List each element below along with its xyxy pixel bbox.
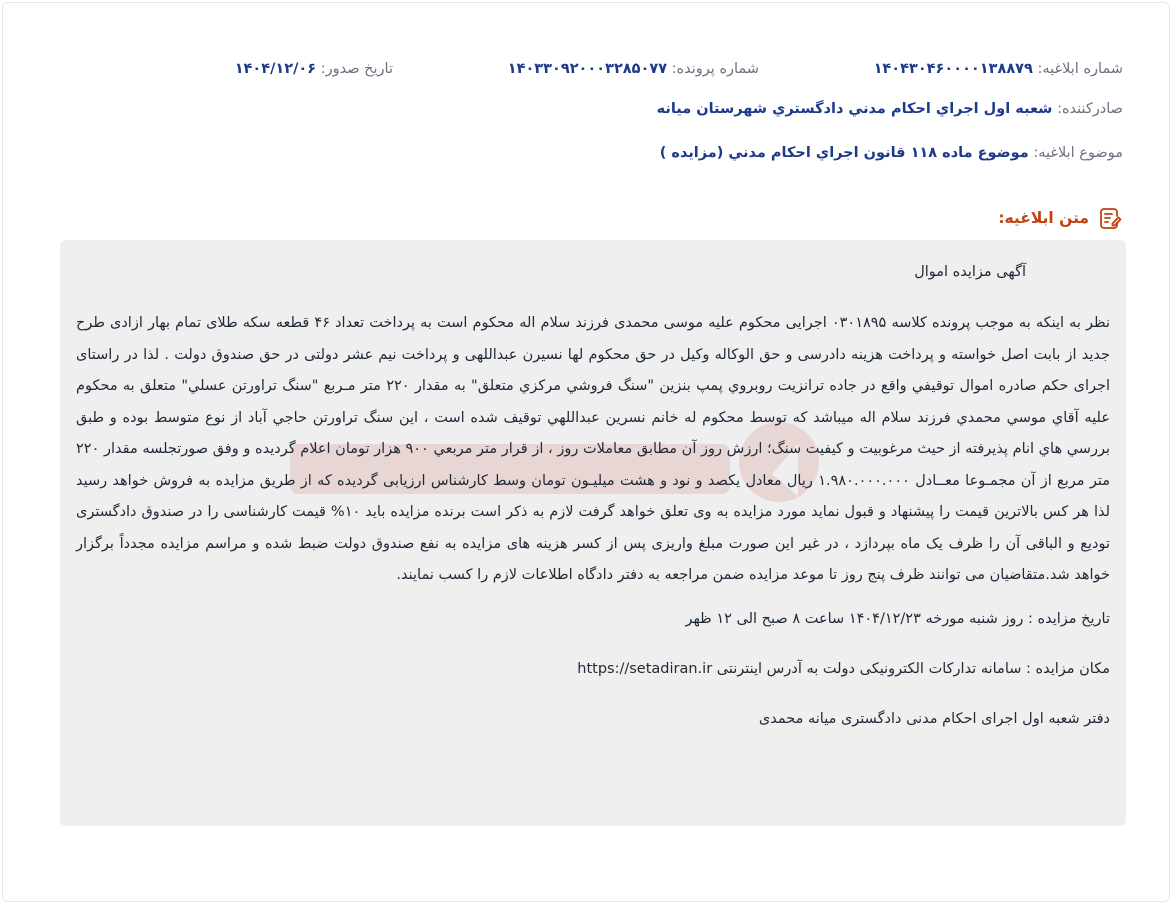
subject-value: موضوع ماده ۱۱۸ قانون اجراي احکام مدني (مزايده ) bbox=[659, 145, 1029, 161]
issue-date-label: تاريخ صدور: bbox=[320, 61, 393, 77]
subject-line bbox=[660, 145, 1123, 161]
notification-meta-row bbox=[43, 61, 1123, 85]
notice-heading: آگهی مزایده اموال bbox=[914, 264, 1026, 280]
issue-date bbox=[235, 61, 393, 77]
case-number-label: شماره پرونده: bbox=[671, 61, 759, 77]
auction-place: مکان مزايده : سامانه تدارکات الکترونيکی دولت به آدرس اينترنتی https://setadiran.ir bbox=[577, 660, 1110, 677]
document-edit-icon bbox=[1097, 205, 1123, 231]
notice-section-title bbox=[998, 203, 1123, 233]
case-number-value: ۱۴۰۳۳۰۹۲۰۰۰۳۲۸۵۰۷۷ bbox=[507, 61, 668, 77]
issuer-line bbox=[657, 101, 1123, 117]
subject-label: موضوع ابلاغيه: bbox=[1033, 145, 1123, 161]
notice-content-box bbox=[60, 240, 1126, 826]
office-signature: دفتر شعبه اول اجرای احکام مدنی دادگستری ميانه محمدی bbox=[758, 710, 1110, 727]
notice-body: نظر به اینکه به موجب پرونده کلاسه ۰۳۰۱۸۹۵ اجرایی محکوم علیه موسی محمدی فرزند سلام اله محکوم است به پرداخت تعداد ۴۶ قطعه سکه طلای تمام بهار ازادی طرح جدید از بابت اصل خواسته و پرداخت هزینه دادرسی و حق الوکاله وکیل در حق محکوم لها نسیرن عبداللهی و پرداخت نیم عشر دولتی در حق صندوق دولت . لذا در راستای اجرای حکم صادره اموال توقيفي واقع در جاده ترانزيت روبروي پمپ بنزين "سنگ فروشي مرکزي متعلق" به مقدار ۲۲۰ متر مـربع "سنگ تراورتن عسلي" متعلق به محکوم عليه آقاي موسي محمدي فرزند سلام اله ميباشد که توسط محکوم له خانم نسرين عبداللهي توقيف شده است ، اين سنگ تراورتن حاجي آباد از نوع متوسط بوده و طبق بررسي هاي انام پذيرفته از حيث مرغوبيت و کيفيت سنگ؛ ارزش روز آن مطابق معاملات روز ، از قرار متر مربعي ۹۰۰ هزار تومان اعلام گرديده و وفق صورتجلسه مقدار ۲۲۰ متر مربع از آن مجمـوعا معــادل ۱.۹۸۰.۰۰۰.۰۰۰ ريال معادل يکصد و نود و هشت ميليـون تومان وسط کارشناس ارزيابی گرديده که از طريق مزايده به فروش خواهد رسيد لذا هر کس بالاترين قيمت را پيشنهاد و قبول نمايد مورد مزايده به وی تعلق خواهد گرفت لازم به ذکر است برنده مزايده بايد ۱۰% قيمت کارشناسی را در صندوق دادگستری توديع و الباقی آن را ظرف يک ماه بپردازد ، در غير اين صورت مبلغ واريزی پس از کسر هزينه های مزايده به نفع صندوق دولت ضبط شده و مراسم مزايده مجدداً برگزار خواهد شد.متقاضيان می توانند ظرف پنج روز تا موعد مزايده ضمن مراجعه به دفتر دادگاه اطلاعات لازم را کسب نمايند. bbox=[76, 315, 1111, 583]
auction-date: تاريخ مزايده : روز شنبه مورخه ۱۴۰۴/۱۲/۲۳ ساعت ۸ صبح الی ۱۲ ظهر bbox=[685, 610, 1110, 627]
case-number bbox=[508, 61, 759, 77]
issuer-value: شعبه اول اجراي احکام مدني دادگستري شهرستان ميانه bbox=[656, 101, 1053, 117]
notice-section-title-text: متن ابلاغيه: bbox=[998, 209, 1089, 227]
notification-number bbox=[874, 61, 1123, 77]
issue-date-value: ۱۴۰۴/۱۲/۰۶ bbox=[234, 61, 317, 77]
issuer-label: صادرکننده: bbox=[1057, 101, 1123, 117]
notification-number-value: ۱۴۰۴۳۰۴۶۰۰۰۰۱۳۸۸۷۹ bbox=[873, 61, 1033, 77]
notification-number-label: شماره ابلاغيه: bbox=[1037, 61, 1123, 77]
